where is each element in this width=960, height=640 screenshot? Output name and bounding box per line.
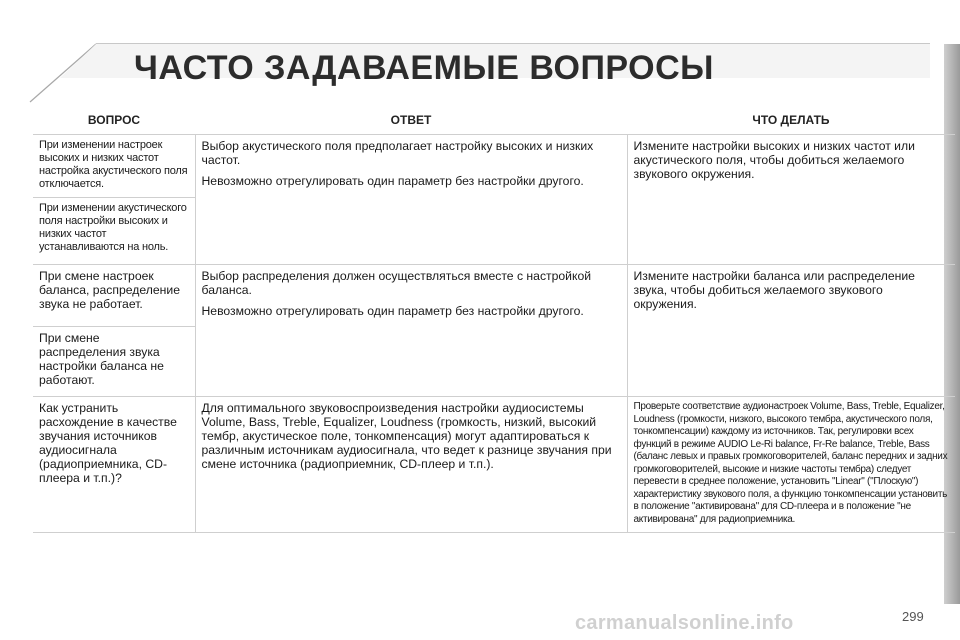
answer-cell — [195, 265, 627, 397]
column-header-answer: ОТВЕТ — [195, 106, 627, 135]
answer-paragraph: Выбор распределения должен осуществляться вместе с настройкой баланса. — [201, 269, 592, 297]
faq-table — [33, 106, 955, 533]
table-row — [33, 135, 955, 198]
answer-cell — [195, 135, 627, 265]
answer-paragraph: Выбор акустического поля предполагает настройку высоких и низких частот. — [201, 139, 594, 167]
page-number: 299 — [902, 609, 924, 624]
question-cell: При смене распределения звука настройки баланса не работают. — [33, 327, 195, 397]
table-row — [33, 397, 955, 533]
answer-cell — [195, 397, 627, 533]
table-row — [33, 265, 955, 327]
action-cell: Измените настройки баланса или распределение звука, чтобы добиться желаемого звукового окружения. — [627, 265, 955, 397]
question-cell: При изменении акустического поля настройки высоких и низких частот устанавливаются на ноль. — [33, 198, 195, 265]
page-title: ЧАСТО ЗАДАВАЕМЫЕ ВОПРОСЫ — [134, 49, 714, 87]
question-cell: При изменении настроек высоких и низких частот настройка акустического поля отключается. — [33, 135, 195, 198]
answer-paragraph: Для оптимального звуковоспроизведения настройки аудиосистемы Volume, Bass, Treble, Equalizer, Loudness (громкость, низкий, высокий тембр, акустическое поле, тонкомпенсация) могут адаптироваться к различным источникам аудиосигнала, что ведет к разнице звучания при смене источника (радиоприемник, CD-плеер и т.п.). — [201, 401, 612, 471]
column-header-action: ЧТО ДЕЛАТЬ — [627, 106, 955, 135]
action-cell: Проверьте соответствие аудионастроек Volume, Bass, Treble, Equalizer, Loudness (громкости, низкого, высокого тембра, акустического поля, тонкомпенсации) каждому из источников. Так, регулировки всех функций в режиме AUDIO Le-Ri balance, Fr-Re balance, Treble, Bass (баланс левых и правых громкоговорителей, баланс передних и задних громкоговорителей, высокие и низкие частоты тембра) следует перевести в среднее положение, установить "Linear" ("Плоскую") характеристику звукового поля, а функцию тонкомпенсации установить в положение "активирована" для CD-плеера и в положение "не активирована" для радиоприемника. — [627, 397, 955, 533]
answer-paragraph: Невозможно отрегулировать один параметр без настройки другого. — [201, 304, 584, 318]
column-header-question: ВОПРОС — [33, 106, 195, 135]
watermark: carmanualsonline.info — [575, 612, 794, 634]
table-header-row — [33, 106, 955, 135]
answer-paragraph: Невозможно отрегулировать один параметр без настройки другого. — [201, 174, 584, 188]
action-cell: Измените настройки высоких и низких частот или акустического поля, чтобы добиться желаемого звукового окружения. — [627, 135, 955, 265]
question-cell: При смене настроек баланса, распределение звука не работает. — [33, 265, 195, 327]
question-cell: Как устранить расхождение в качестве звучания источников аудиосигнала (радиоприемника, CD-плеера и т.п.)? — [33, 397, 195, 533]
